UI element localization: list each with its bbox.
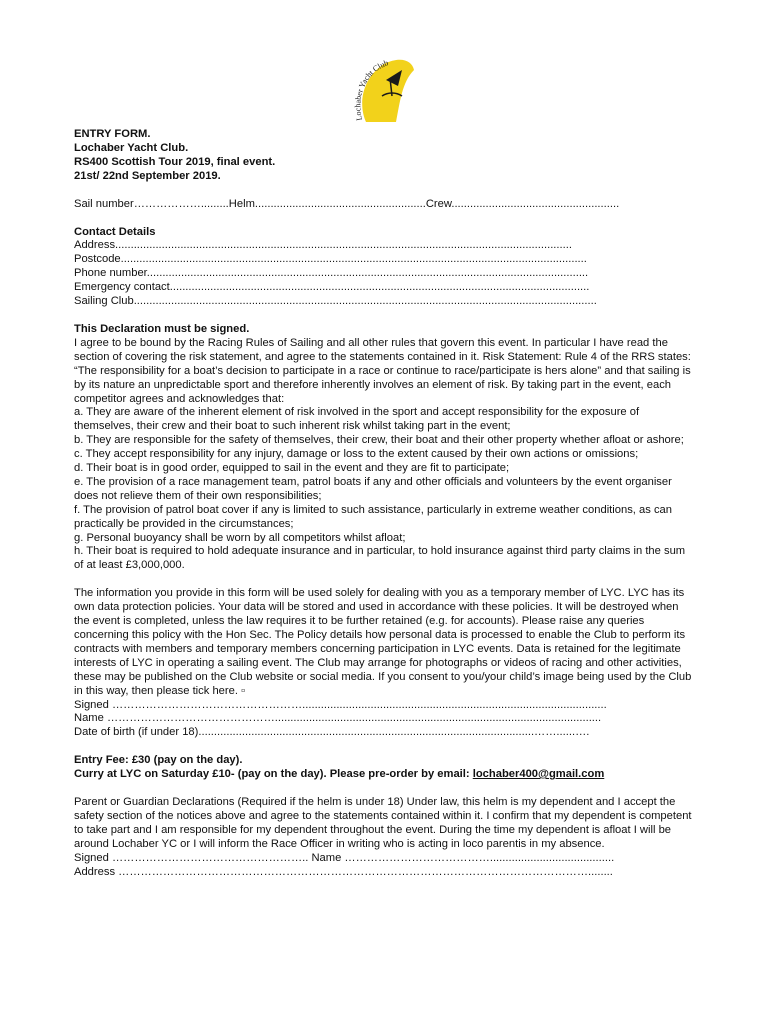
- logo-text: Lochaber Yacht Club: [353, 58, 390, 122]
- emergency-contact-field[interactable]: Emergency contact.......................................................................................................................................: [74, 281, 590, 294]
- guardian-declaration: Parent or Guardian Declarations (Required if the helm is under 18) Under law, this helm is my dependent and I accept the safety section of the notices above and agree to the statements contained within it. I confirm that my dependent is competent to take part and I am responsible for my dependent throughout the event. During the time my dependent is afloat I will be around Lochaber YC or I will inform the Race Officer in writing who is acting in loco parentis in my absence.: [74, 796, 692, 850]
- form-content: [74, 128, 694, 880]
- guardian-signed-name-field[interactable]: Signed …………………………………………….. Name …………………………………........................................: [74, 851, 615, 864]
- guardian-address-field[interactable]: Address ………………………………………………………………………………………………………………........: [74, 865, 613, 878]
- name-field[interactable]: Name ……………………………………….........................................................................................................: [74, 712, 602, 725]
- declaration-item-b: b. They are responsible for the safety of themselves, their crew, their boat and their other property whether afloat or ashore;: [74, 434, 684, 447]
- date-of-birth-field[interactable]: Date of birth (if under 18)............................................................................................................……......….: [74, 726, 590, 739]
- postcode-field[interactable]: Postcode......................................................................................................................................................: [74, 253, 587, 266]
- declaration-item-a: a. They are aware of the inherent element of risk involved in the sport and accept responsibility for the exposure of themselves, their crew and their boat to such inherent risk whilst taking part in the event;: [74, 406, 640, 433]
- phone-number-field[interactable]: Phone number..............................................................................................................................................: [74, 267, 589, 280]
- declaration-item-h: h. Their boat is required to hold adequate insurance and in particular, to hold insurance against third party claims in the sum of at least £3,000,000.: [74, 545, 686, 572]
- declaration-intro: I agree to be bound by the Racing Rules of Sailing and all other rules that govern this event. In particular I have read the section of covering the risk statement, and agree to the statements contained in it. Risk Statement: Rule 4 of the RRS states: “The responsibility for a boat’s decision to participate in a race or continue to race/participate is hers alone” and that sailing is by its nature an unpredictable sport and therefore inherently involves an element of risk. By taking part in the event, each competitor agrees and acknowledges that:: [74, 336, 691, 405]
- sail-helm-crew-field[interactable]: Sail number……………….........Helm.......................................................Crew......................................................: [74, 197, 620, 210]
- declaration-item-d: d. Their boat is in good order, equipped to sail in the event and they are fit to participate;: [74, 462, 510, 475]
- club-name: Lochaber Yacht Club.: [74, 141, 189, 154]
- entry-fee: Entry Fee: £30 (pay on the day).: [74, 754, 243, 767]
- curry-order-line: [74, 768, 694, 782]
- event-dates: 21st/ 22nd September 2019.: [74, 169, 221, 182]
- signed-field[interactable]: Signed ……………………………………………..................................................................................................: [74, 698, 607, 711]
- declaration-item-e: e. The provision of a race management team, patrol boats if any and other officials and volunteers by the event organiser does not relieve them of their own responsibilities;: [74, 475, 672, 502]
- curry-order-text: Curry at LYC on Saturday £10- (pay on the day). Please pre-order by email:: [74, 768, 473, 781]
- form-title: ENTRY FORM.: [74, 128, 151, 140]
- sailing-club-field[interactable]: Sailing Club.....................................................................................................................................................: [74, 295, 597, 308]
- event-name: RS400 Scottish Tour 2019, final event.: [74, 155, 276, 168]
- address-field[interactable]: Address...................................................................................................................................................: [74, 239, 572, 252]
- declaration-heading: This Declaration must be signed.: [74, 322, 250, 335]
- declaration-item-g: g. Personal buoyancy shall be worn by all competitors whilst afloat;: [74, 531, 406, 544]
- privacy-statement: The information you provide in this form will be used solely for dealing with you as a temporary member of LYC. LYC has its own data protection policies. Your data will be stored and used in accordance with these policies. It will be destroyed when the event is completed, unless the law requires it to be further retained (e.g. for accounts). Please raise any queries concerning this policy with the Hon Sec. The Policy details how personal data is processed to enable the Club to perform its contracts with members and temporary members concerning participation in LYC events. Data is retained for the legitimate interests of LYC in operating a sailing event. The Club may arrange for photographs or videos of racing and other activities, these may be published on the Club website or social media. If you consent to you/your child’s image being used by the Club in this way, then please tick here. ▫: [74, 587, 692, 697]
- declaration-item-f: f. The provision of patrol boat cover if any is limited to such assistance, particularly in extreme weather conditions, as can practically be provided in the circumstances;: [74, 503, 672, 530]
- declaration-item-c: c. They accept responsibility for any injury, damage or loss to the extent caused by their own actions or omissions;: [74, 448, 639, 461]
- contact-details-heading: Contact Details: [74, 225, 156, 238]
- email-link[interactable]: lochaber400@gmail.com: [472, 768, 605, 781]
- yacht-club-logo: [352, 56, 416, 128]
